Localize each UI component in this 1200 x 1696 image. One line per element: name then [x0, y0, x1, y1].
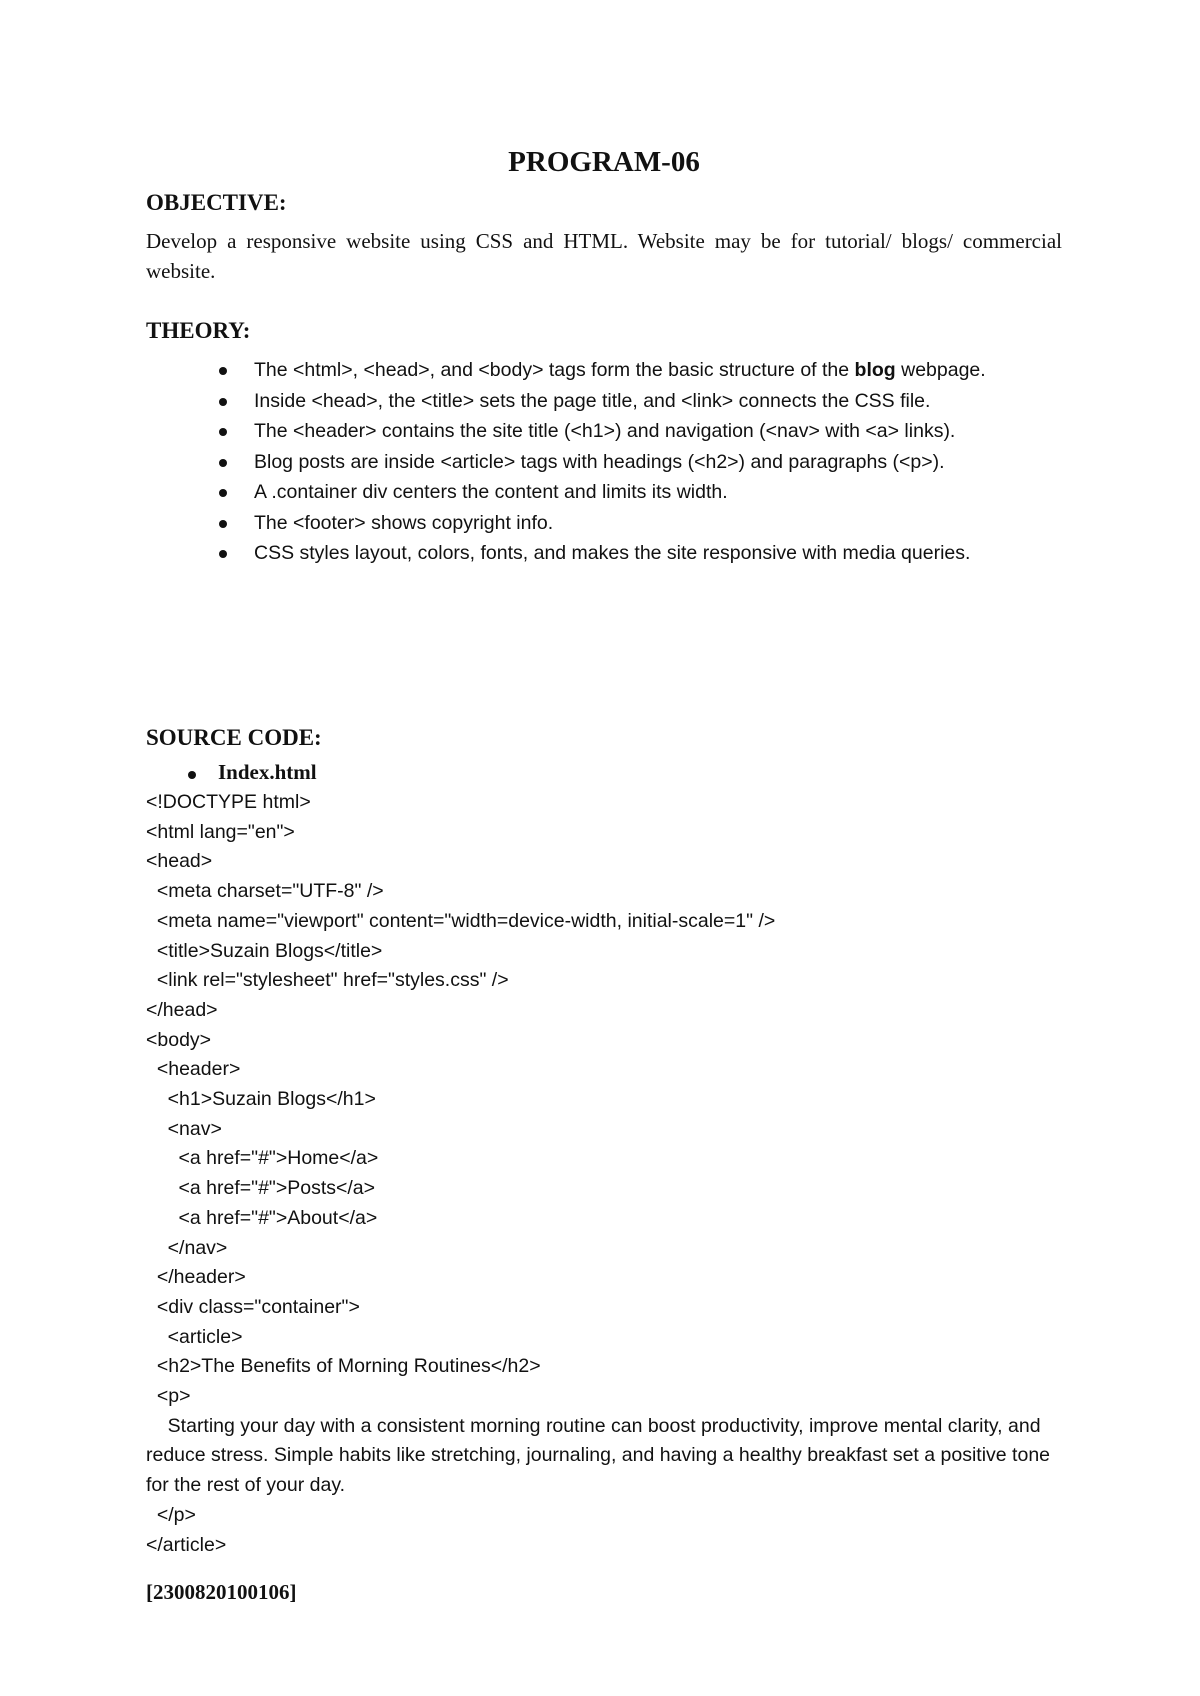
code-line: <title>Suzain Blogs</title>	[146, 939, 383, 962]
page-title: PROGRAM-06	[508, 146, 700, 178]
code-line: <h1>Suzain Blogs</h1>	[146, 1088, 376, 1111]
objective-text: Develop a responsive website using CSS and HTML. Website may be for tutorial/ blogs/ commercial website.	[146, 229, 1062, 283]
code-line: <a href="#">About</a>	[146, 1206, 378, 1229]
theory-item	[146, 508, 1062, 539]
code-line: </head>	[146, 998, 218, 1021]
code-line: <!DOCTYPE html>	[146, 791, 311, 813]
bullet-icon	[219, 550, 227, 558]
code-line: <body>	[146, 1028, 212, 1051]
theory-item-text: Blog posts are inside <article> tags with headings (<h2>) and paragraphs (<p>).	[254, 450, 945, 473]
code-line: <head>	[146, 850, 213, 873]
bullet-icon	[219, 428, 227, 436]
code-line: </article>	[146, 1533, 227, 1556]
theory-item-text: The <html>, <head>, and <body> tags form the basic structure of the	[254, 359, 855, 381]
bullet-icon	[219, 489, 227, 497]
code-line: <meta charset="UTF-8" />	[146, 880, 384, 903]
theory-heading: THEORY:	[146, 318, 251, 343]
theory-item-text: webpage.	[895, 359, 986, 381]
code-line: </p>	[146, 1503, 196, 1526]
code-line: <p>	[146, 1385, 191, 1408]
code-block	[146, 788, 1062, 1560]
bullet-icon	[188, 771, 196, 779]
code-line: <meta name="viewport" content="width=device-width, initial-scale=1" />	[146, 909, 776, 932]
code-line: <header>	[146, 1058, 241, 1081]
bullet-icon	[219, 459, 227, 467]
code-line: <nav>	[146, 1117, 222, 1140]
bullet-icon	[219, 367, 227, 375]
code-line: </header>	[146, 1266, 246, 1289]
source-file-item	[146, 760, 317, 785]
theory-item	[146, 355, 1062, 386]
theory-item-text: The <footer> shows copyright info.	[254, 511, 554, 534]
theory-item-bold: blog	[854, 359, 896, 381]
code-line: <link rel="stylesheet" href="styles.css" />	[146, 969, 509, 992]
theory-item	[146, 538, 1062, 569]
bullet-icon	[219, 398, 227, 406]
theory-item-text: The <header> contains the site title (<h1>) and navigation (<nav> with <a> links).	[254, 420, 956, 442]
footer-id: [2300820100106]	[146, 1580, 297, 1604]
theory-item	[146, 386, 1062, 417]
source-code-heading: SOURCE CODE:	[146, 725, 322, 750]
code-line: <a href="#">Home</a>	[146, 1147, 379, 1170]
theory-item	[146, 416, 1062, 447]
theory-item-text: A .container div centers the content and limits its width.	[254, 481, 728, 503]
code-line: <html lang="en">	[146, 820, 295, 843]
source-file-name: Index.html	[218, 760, 317, 784]
code-line: <a href="#">Posts</a>	[146, 1177, 376, 1200]
theory-item	[146, 477, 1062, 508]
theory-item	[146, 447, 1062, 478]
objective-heading: OBJECTIVE:	[146, 190, 287, 215]
bullet-icon	[219, 520, 227, 528]
code-line: Starting your day with a consistent morning routine can boost productivity, improve mental clarity, and reduce stress. Simple habits like stretching, journaling, and having a healthy breakfast set a positive tone for the rest of your day.	[146, 1414, 1056, 1497]
code-line: </nav>	[146, 1236, 228, 1259]
theory-list	[146, 355, 1062, 569]
code-line: <div class="container">	[146, 1295, 360, 1318]
code-line: <h2>The Benefits of Morning Routines</h2>	[146, 1355, 541, 1378]
code-line: <article>	[146, 1325, 243, 1348]
theory-item-text: CSS styles layout, colors, fonts, and makes the site responsive with media queries.	[254, 542, 971, 564]
theory-item-text: Inside <head>, the <title> sets the page title, and <link> connects the CSS file.	[254, 389, 931, 412]
